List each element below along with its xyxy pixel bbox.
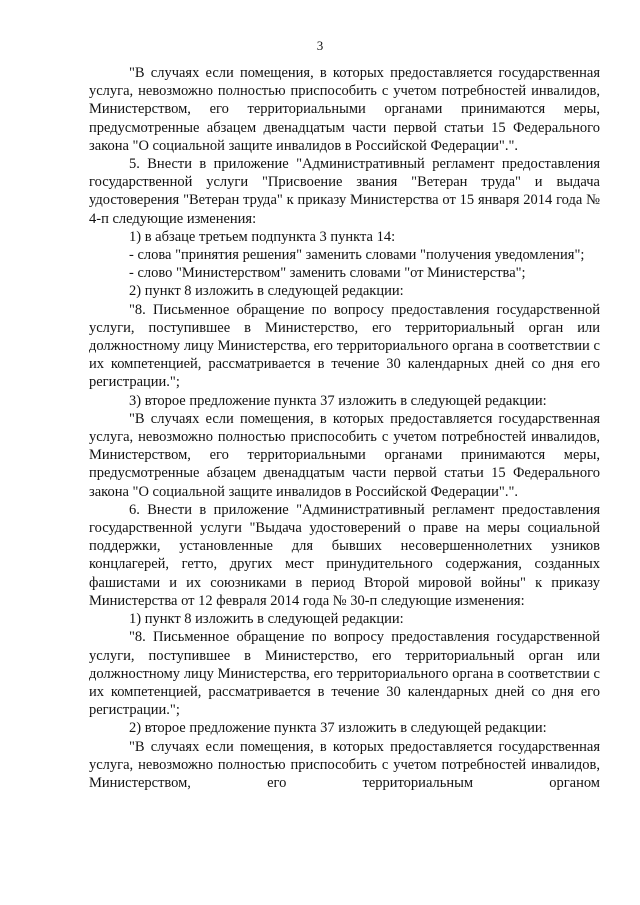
- paragraph-subitem-2: 2) пункт 8 изложить в следующей редакции:: [129, 283, 404, 300]
- page-number: 3: [316, 38, 324, 53]
- paragraph-subitem-3: 3) второе предложение пункта 37 изложить в следующей редакции:: [129, 392, 547, 409]
- paragraph-item-6: 6. Внести в приложение "Административный регламент предоставления государственной услуги "Выдача удостоверений о праве на меры социальной поддержки, установленные для бывших несовершеннолетних узников концлагерей, гетто, других мест принудительного содержания, созданных фашистами и их союзниками в период Второй мировой войны" к приказу Министерства от 12 февраля 2014 года № 30-п следующие изменения:: [89, 501, 600, 609]
- paragraph-dash-1: - слова "принятия решения" заменить словами "получения уведомления";: [129, 247, 585, 264]
- paragraph-subitem-1: 1) пункт 8 изложить в следующей редакции:: [129, 611, 404, 628]
- paragraph-quote-accessibility: "В случаях если помещения, в которых предоставляется государственная услуга, невозможно полностью приспособить с учетом потребностей инвалидов, Министерством, его территориальными органами принимаются меры, предусмотренные абзацем двенадцатым части первой статьи 15 Федерального закона "О социальной защите инвалидов в Российской Федерации".".: [89, 410, 600, 500]
- paragraph-quote-accessibility: "В случаях если помещения, в которых предоставляется государственная услуга, невозможно полностью приспособить с учетом потребностей инвалидов, Министерством, его территориальным органом: [89, 738, 600, 791]
- document-body: [89, 64, 600, 792]
- paragraph-subitem-2: 2) второе предложение пункта 37 изложить в следующей редакции:: [129, 720, 547, 737]
- paragraph-subitem-1: 1) в абзаце третьем подпункта 3 пункта 14:: [129, 228, 396, 245]
- paragraph-quote-accessibility: "В случаях если помещения, в которых предоставляется государственная услуга, невозможно полностью приспособить с учетом потребностей инвалидов, Министерством, его территориальными органами принимаются меры, предусмотренные абзацем двенадцатым части первой статьи 15 Федерального закона "О социальной защите инвалидов в Российской Федерации".".: [89, 65, 600, 154]
- paragraph-quote-item-8: "8. Письменное обращение по вопросу предоставления государственной услуги, поступившее в Министерство, его территориальный орган или должностному лицу Министерства, его территориального органа в соответствии с их компетенцией, рассматривается в течение 30 календарных дней со дня его регистрации.";: [89, 629, 600, 719]
- paragraph-dash-2: - слово "Министерством" заменить словами "от Министерства";: [129, 265, 526, 282]
- paragraph-item-5: 5. Внести в приложение "Административный регламент предоставления государственной услуги "Присвоение звания "Ветеран труда" и выдача удостоверения "Ветеран труда" к приказу Министерства от 15 января 2014 года № 4-п следующие изменения:: [89, 156, 600, 227]
- paragraph-quote-item-8: "8. Письменное обращение по вопросу предоставления государственной услуги, поступившее в Министерство, его территориальный орган или должностному лицу Министерства, его территориального органа в соответствии с их компетенцией, рассматривается в течение 30 календарных дней со дня его регистрации.";: [89, 301, 600, 391]
